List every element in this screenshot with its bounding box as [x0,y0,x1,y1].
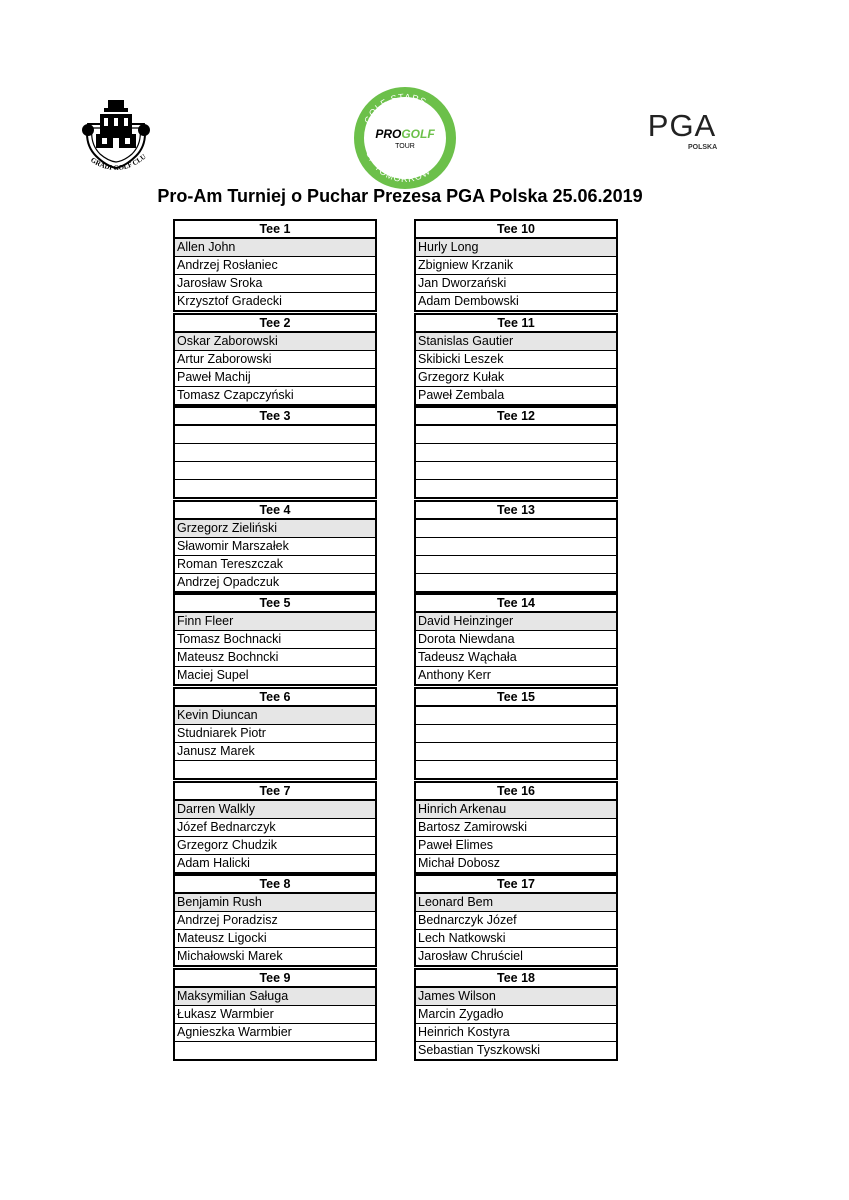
player-row: Adam Halicki [177,856,250,870]
logo-brand-tour: TOUR [395,143,415,150]
player-row: Michał Dobosz [418,856,500,870]
player-row: Grzegorz Chudzik [175,837,375,855]
player-row [416,538,616,556]
player-row: Michałowski Marek [177,949,283,963]
player-row: Hinrich Arkenau [416,801,616,819]
player-row [416,462,616,480]
pro-golf-tour-logo [353,86,457,190]
player-row: Stanislas Gautier [416,333,616,351]
player-row: Jan Dworzański [416,275,616,293]
tee-table [173,593,377,686]
tee-label: Tee 3 [175,408,375,426]
tee-table [414,406,618,499]
tee-label: Tee 5 [175,595,375,613]
tee-table [414,874,618,967]
player-row: Paweł Machij [175,369,375,387]
tee-table [414,687,618,780]
logo-brand-golf: GOLF [401,127,435,141]
pga-polska-logo [640,108,724,156]
player-row: Jarosław Chruściel [418,949,523,963]
player-row: Grzegorz Kułak [416,369,616,387]
player-row: Tomasz Bochnacki [175,631,375,649]
tee-label: Tee 6 [175,689,375,707]
player-row: Andrzej Opadczuk [177,575,280,589]
logo-bottom-text: OF TOMORROW [364,149,433,185]
player-row: Kevin Diuncan [175,707,375,725]
player-row: Józef Bednarczyk [175,819,375,837]
player-row [416,556,616,574]
crest-text: GRADI GOLF CLU [89,152,148,173]
tee-table [173,781,377,874]
tee-label: Tee 16 [416,783,616,801]
tee-label: Tee 10 [416,221,616,239]
tee-table [173,968,377,1061]
player-row [175,426,375,444]
player-row: Janusz Marek [175,743,375,761]
tee-table [173,219,377,312]
player-row: Heinrich Kostyra [416,1024,616,1042]
player-row [175,761,375,778]
page-title: Pro-Am Turniej o Puchar Prezesa PGA Polska 25.06.2019 [157,186,643,206]
player-row: Dorota Niewdana [416,631,616,649]
tee-label: Tee 11 [416,315,616,333]
player-row: Tomasz Czapczyński [177,388,294,402]
player-row: Bednarczyk Józef [416,912,616,930]
tee-label: Tee 12 [416,408,616,426]
tee-table [414,219,618,312]
pga-sub: POLSKA [688,144,718,151]
tee-table [173,406,377,499]
player-row [416,725,616,743]
player-row: David Heinzinger [416,613,616,631]
player-row [416,743,616,761]
player-row: Adam Dembowski [418,294,519,308]
tee-label: Tee 9 [175,970,375,988]
player-row: Agnieszka Warmbier [175,1024,375,1042]
player-row: James Wilson [416,988,616,1006]
tee-label: Tee 4 [175,502,375,520]
player-row: Allen John [175,239,375,257]
player-row [175,462,375,480]
player-row: Leonard Bem [416,894,616,912]
player-row: Zbigniew Krzanik [416,257,616,275]
tee-label: Tee 14 [416,595,616,613]
player-row: Skibicki Leszek [416,351,616,369]
player-row: Finn Fleer [175,613,375,631]
tee-label: Tee 18 [416,970,616,988]
svg-text:GOLF STARS [362,92,428,125]
tee-table [173,313,377,406]
player-row: Paweł Zembala [418,388,505,402]
player-row [416,480,616,497]
tee-label: Tee 7 [175,783,375,801]
player-row: Lech Natkowski [416,930,616,948]
logo-top-text: GOLF STARS [362,91,429,126]
pga-letters: PGA [647,108,717,143]
player-row: Darren Walkly [175,801,375,819]
svg-text:PROGOLF [375,127,435,141]
player-row: Bartosz Zamirowski [416,819,616,837]
player-row: Andrzej Poradzisz [175,912,375,930]
player-row [416,707,616,725]
player-row: Sławomir Marszałek [175,538,375,556]
player-row: Andrzej Rosłaniec [175,257,375,275]
player-row [416,444,616,462]
tee-label: Tee 1 [175,221,375,239]
player-row [175,480,375,497]
tee-table [414,593,618,686]
tee-table [414,500,618,593]
player-row: Jarosław Sroka [175,275,375,293]
tee-table [173,874,377,967]
player-row: Marcin Zygadło [416,1006,616,1024]
player-row: Roman Tereszczak [175,556,375,574]
tee-label: Tee 15 [416,689,616,707]
tee-label: Tee 2 [175,315,375,333]
player-row: Benjamin Rush [175,894,375,912]
player-row [416,761,616,778]
player-row [416,426,616,444]
player-row [416,574,616,591]
player-row: Mateusz Ligocki [175,930,375,948]
tee-label: Tee 8 [175,876,375,894]
player-row: Łukasz Warmbier [175,1006,375,1024]
player-row: Paweł Elimes [416,837,616,855]
player-row [175,1042,375,1059]
tee-table [414,781,618,874]
player-row: Studniarek Piotr [175,725,375,743]
tee-table [414,313,618,406]
tee-label: Tee 17 [416,876,616,894]
tee-table [173,500,377,593]
player-row: Artur Zaborowski [175,351,375,369]
player-row: Mateusz Bochncki [175,649,375,667]
logo-brand-pro: PRO [375,127,402,141]
player-row: Maciej Supel [177,668,249,682]
player-row: Tadeusz Wąchała [416,649,616,667]
player-row: Sebastian Tyszkowski [418,1043,541,1057]
player-row [175,444,375,462]
player-row: Hurly Long [416,239,616,257]
gradi-golf-club-logo [78,94,154,176]
player-row: Anthony Kerr [418,668,491,682]
player-row: Krzysztof Gradecki [177,294,282,308]
tee-table [414,968,618,1061]
player-row: Oskar Zaborowski [175,333,375,351]
tee-label: Tee 13 [416,502,616,520]
tee-table [173,687,377,780]
player-row [416,520,616,538]
player-row: Maksymilian Saługa [175,988,375,1006]
player-row: Grzegorz Zieliński [175,520,375,538]
